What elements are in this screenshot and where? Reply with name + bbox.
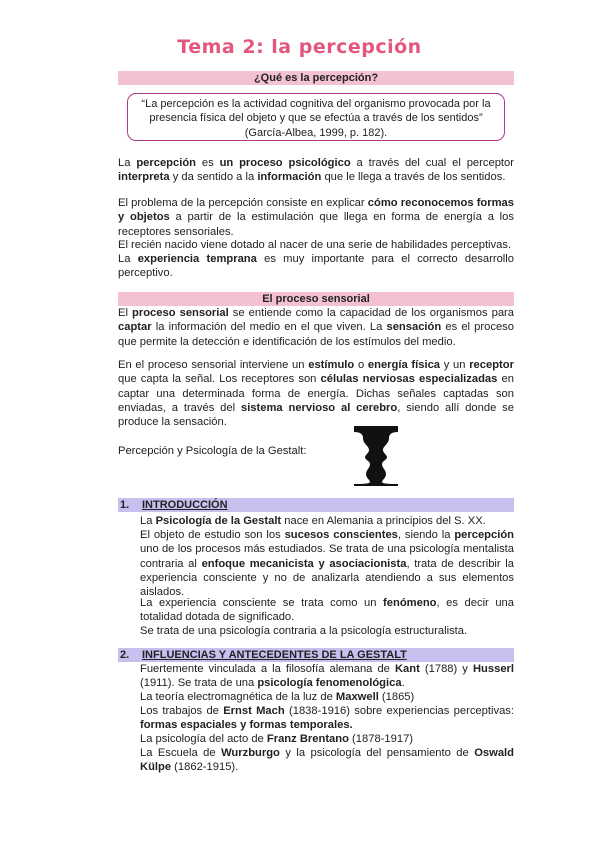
section-heading-influencias: 2. INFLUENCIAS Y ANTECEDENTES DE LA GESTALT: [118, 648, 514, 662]
page-title: Tema 2: la percepción: [177, 36, 422, 58]
intro-item-3: La experiencia consciente se trata como un fenómeno, es decir una totalidad dotada de significado.: [140, 597, 515, 624]
paragraph-gestalt-intro: Percepción y Psicología de la Gestalt:: [118, 445, 307, 457]
influence-item-4: La psicología del acto de Franz Brentano (1878-1917): [140, 733, 414, 745]
paragraph-early-experience: La experiencia temprana es muy importante para el correcto desarrollo perceptivo.: [118, 253, 514, 280]
quote-line-2: presencia física del objeto y que se efectúa a través de los sentidos”: [149, 112, 483, 125]
quote-citation: (García-Albea, 1999, p. 182).: [244, 126, 388, 139]
intro-item-4: Se trata de una psicología contraria a la psicología estructuralista.: [140, 625, 468, 637]
influence-item-2: La teoría electromagnética de la luz de Maxwell (1865): [140, 691, 415, 703]
rubin-vase-icon: [352, 424, 400, 486]
paragraph-newborn: El recién nacido viene dotado al nacer de una serie de habilidades perceptivas.: [118, 239, 512, 251]
quote-box: [127, 93, 505, 141]
quote-line-1: “La percepción es la actividad cognitiva del organismo provocada por la: [141, 98, 491, 110]
paragraph-definition: La percepción es un proceso psicológico a través del cual el perceptor interpreta y da sentido a la información que le llega a través de los sentidos.: [118, 157, 514, 184]
paragraph-problem: El problema de la percepción consiste en explicar cómo reconocemos formas y objetos a partir de la estimulación que llega en forma de energía a los receptores sensoriales.: [118, 197, 515, 238]
section-heading-introduccion: 1. INTRODUCCIÓN: [118, 498, 514, 512]
intro-item-1: La Psicología de la Gestalt nace en Alemania a principios del S. XX.: [140, 515, 486, 527]
influence-item-5: La Escuela de Wurzburgo y la psicología del pensamiento de Oswald Külpe (1862-1915).: [140, 747, 514, 774]
section-band-que-es: ¿Qué es la percepción?: [118, 71, 514, 85]
influence-item-1: Fuertemente vinculada a la filosofía alemana de Kant (1788) y Husserl (1911). Se trata de una psicología fenomenológica.: [140, 663, 515, 690]
intro-item-2: El objeto de estudio son los sucesos conscientes, siendo la percepción uno de los procesos más estudiados. Se trata de una psicología mentalista contraria al enfoque mecanicista y asociacionista, trata de describir la experiencia consciente y no de analizarla atendiendo a sus elementos aislados.: [140, 529, 514, 599]
paragraph-sensory-process: El proceso sensorial se entiende como la capacidad de los organismos para captar la información del medio en el que viven. La sensación es el proceso que permite la detección e identificación de los estímulos del medio.: [118, 307, 514, 348]
influence-item-3: Los trabajos de Ernst Mach (1838-1916) sobre experiencias perceptivas: formas espaciales y formas temporales.: [140, 705, 514, 732]
section-band-proceso-sensorial: El proceso sensorial: [118, 292, 514, 306]
paragraph-stimulus-receptor: En el proceso sensorial interviene un estímulo o energía física y un receptor que capta la señal. Los receptores son células nerviosas especializadas en captar una determinada forma de energía. Dichas señales captadas son enviadas, a través del sistema nervioso al cerebro, siendo allí donde se produce la sensación.: [118, 359, 514, 429]
